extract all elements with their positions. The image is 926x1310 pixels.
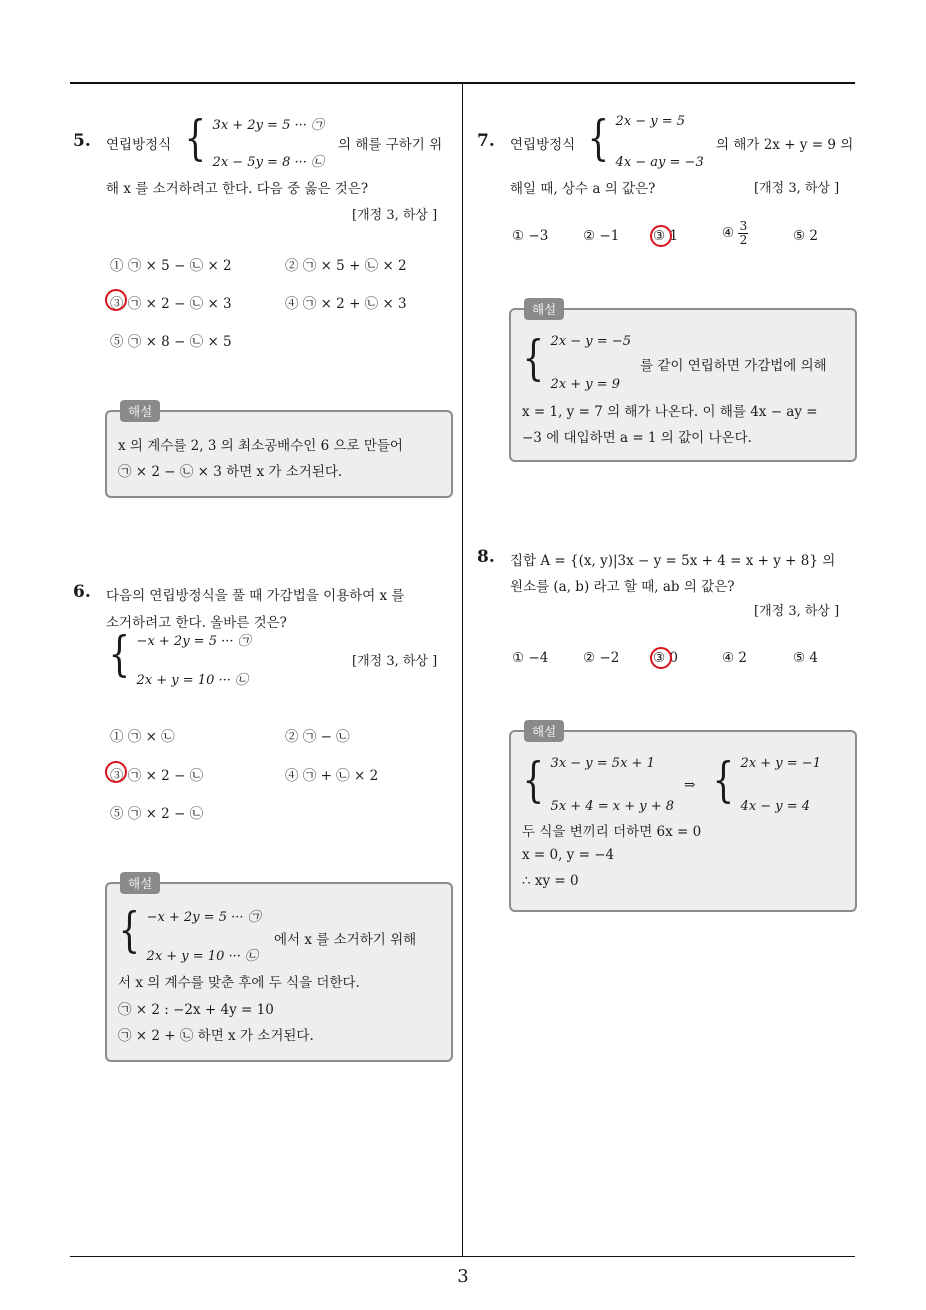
question-8-solution-line-1: 두 식을 변끼리 더하면 6x = 0 bbox=[522, 824, 702, 840]
brace-icon: { bbox=[522, 330, 544, 386]
question-5-tail: 의 해를 구하기 위 bbox=[338, 137, 443, 153]
question-5-eq2: 2x − 5y = 8 ··· ㉡ bbox=[212, 155, 325, 170]
question-7-option-3[interactable]: ③ 1 bbox=[653, 228, 678, 244]
question-7-number: 7. bbox=[477, 131, 495, 151]
question-6-solution-line-1: 서 x 의 계수를 맞춘 후에 두 식을 더한다. bbox=[118, 975, 360, 991]
question-5-solution-tag: 해설 bbox=[120, 400, 160, 422]
question-7-tail: 의 해가 2x + y = 9 의 bbox=[716, 137, 854, 153]
question-8-sol-right2: 4x − y = 4 bbox=[740, 799, 811, 814]
question-8-source: [개정 3, 하상 ] bbox=[754, 604, 840, 619]
question-5-system bbox=[180, 110, 325, 170]
question-6-option-5[interactable]: ⑤ ㉠ × 2 − ㉡ bbox=[110, 806, 204, 822]
question-7-system bbox=[583, 110, 704, 170]
question-5-option-1[interactable]: ① ㉠ × 5 − ㉡ × 2 bbox=[110, 258, 232, 274]
question-6-source: [개정 3, 하상 ] bbox=[352, 654, 438, 669]
answer-circle-icon bbox=[105, 289, 127, 311]
question-6-sol-eq2: 2x + y = 10 ··· ㉡ bbox=[146, 949, 259, 964]
brace-icon: { bbox=[712, 752, 734, 808]
question-6-solution-tag: 해설 bbox=[120, 872, 160, 894]
question-8-number: 8. bbox=[477, 547, 495, 567]
question-7-solution-line-1: x = 1, y = 7 의 해가 나온다. 이 해를 4x − ay = bbox=[522, 404, 818, 420]
question-6-sol-eq1: −x + 2y = 5 ··· ㉠ bbox=[146, 910, 261, 925]
answer-circle-icon bbox=[105, 761, 127, 783]
question-8-option-2[interactable]: ② −2 bbox=[583, 650, 620, 666]
question-7-solution-system bbox=[518, 330, 631, 392]
question-6-solution-system bbox=[114, 902, 261, 964]
question-6-option-2[interactable]: ② ㉠ − ㉡ bbox=[285, 729, 350, 745]
question-8-line1: 집합 A = {(x, y)|3x − y = 5x + 4 = x + y + 8} 의 bbox=[510, 553, 836, 569]
question-7-solution-after: 를 같이 연립하면 가감법에 의해 bbox=[640, 358, 827, 374]
question-5-eq1: 3x + 2y = 5 ··· ㉠ bbox=[212, 118, 325, 133]
fraction-numerator: 3 bbox=[739, 219, 748, 233]
brace-icon: { bbox=[184, 110, 206, 166]
question-6-option-4[interactable]: ④ ㉠ + ㉡ × 2 bbox=[285, 768, 379, 784]
question-7-solution-line-2: −3 에 대입하면 a = 1 의 값이 나온다. bbox=[522, 430, 752, 446]
question-5-lead: 연립방정식 bbox=[106, 137, 172, 153]
question-8-option-5[interactable]: ⑤ 4 bbox=[793, 650, 818, 666]
question-7-sol-eq2: 2x + y = 9 bbox=[550, 377, 621, 392]
question-7-option-4-label: ④ bbox=[722, 225, 735, 241]
question-7-option-2[interactable]: ② −1 bbox=[583, 228, 620, 244]
implies-arrow-icon: ⇒ bbox=[684, 777, 696, 793]
question-7-line2: 해일 때, 상수 a 의 값은? bbox=[510, 181, 656, 197]
question-5-option-2[interactable]: ② ㉠ × 5 + ㉡ × 2 bbox=[285, 258, 407, 274]
question-5-number: 5. bbox=[73, 131, 91, 151]
question-8-sol-left2: 5x + 4 = x + y + 8 bbox=[550, 799, 674, 814]
question-6-eq1: −x + 2y = 5 ··· ㉠ bbox=[136, 634, 251, 649]
question-6-option-3[interactable]: ③ ㉠ × 2 − ㉡ bbox=[110, 768, 204, 784]
question-8-option-1[interactable]: ① −4 bbox=[512, 650, 549, 666]
page-number: 3 bbox=[457, 1266, 469, 1287]
question-8-line2: 원소를 (a, b) 라고 할 때, ab 의 값은? bbox=[510, 579, 735, 595]
question-6-solution-line-3: ㉠ × 2 + ㉡ 하면 x 가 소거된다. bbox=[118, 1028, 314, 1044]
question-5-source: [개정 3, 하상 ] bbox=[352, 208, 438, 223]
question-7-option-5[interactable]: ⑤ 2 bbox=[793, 228, 818, 244]
question-5-solution-box bbox=[105, 410, 453, 498]
question-5-solution-line-2: ㉠ × 2 − ㉡ × 3 하면 x 가 소거된다. bbox=[118, 464, 343, 480]
question-7-option-1[interactable]: ① −3 bbox=[512, 228, 549, 244]
question-6-line1: 다음의 연립방정식을 풀 때 가감법을 이용하여 x 를 bbox=[106, 588, 405, 604]
question-8-sol-right1: 2x + y = −1 bbox=[740, 756, 821, 771]
question-7-lead: 연립방정식 bbox=[510, 137, 576, 153]
question-8-sol-left1: 3x − y = 5x + 1 bbox=[550, 756, 655, 771]
question-7-sol-eq1: 2x − y = −5 bbox=[550, 334, 631, 349]
question-6-option-1[interactable]: ① ㉠ × ㉡ bbox=[110, 729, 175, 745]
fraction-denominator: 2 bbox=[739, 233, 748, 247]
question-6-line2: 소거하려고 한다. 올바른 것은? bbox=[106, 615, 287, 631]
question-6-number: 6. bbox=[73, 582, 91, 602]
brace-icon: { bbox=[522, 752, 544, 808]
answer-circle-icon bbox=[650, 647, 672, 669]
question-8-option-4[interactable]: ④ 2 bbox=[722, 650, 747, 666]
question-7-option-4[interactable] bbox=[722, 220, 748, 247]
question-8-option-3[interactable]: ③ 0 bbox=[653, 650, 678, 666]
answer-circle-icon bbox=[650, 225, 672, 247]
question-8-solution-line-3: ∴ xy = 0 bbox=[522, 873, 579, 889]
question-5-option-4[interactable]: ④ ㉠ × 2 + ㉡ × 3 bbox=[285, 296, 407, 312]
column-divider bbox=[462, 84, 463, 1256]
question-5-solution-line-1: x 의 계수를 2, 3 의 최소공배수인 6 으로 만들어 bbox=[118, 438, 403, 454]
question-7-eq2: 4x − ay = −3 bbox=[615, 155, 704, 170]
question-6-eq2: 2x + y = 10 ··· ㉡ bbox=[136, 673, 249, 688]
question-6-system bbox=[104, 626, 251, 688]
brace-icon: { bbox=[118, 902, 140, 958]
brace-icon: { bbox=[587, 110, 609, 166]
question-7-solution-tag: 해설 bbox=[524, 298, 564, 320]
brace-icon: { bbox=[108, 626, 130, 682]
bottom-rule bbox=[70, 1256, 855, 1257]
question-8-solution-line-2: x = 0, y = −4 bbox=[522, 847, 615, 863]
question-6-solution-line-2: ㉠ × 2 : −2x + 4y = 10 bbox=[118, 1002, 274, 1018]
question-6-solution-after: 에서 x 를 소거하기 위해 bbox=[274, 932, 417, 948]
question-7-option-4-fraction bbox=[738, 220, 748, 247]
question-7-eq1: 2x − y = 5 bbox=[615, 114, 686, 129]
question-5-option-3[interactable]: ③ ㉠ × 2 − ㉡ × 3 bbox=[110, 296, 232, 312]
question-8-solution-system-left bbox=[518, 752, 674, 814]
question-7-source: [개정 3, 하상 ] bbox=[754, 181, 840, 196]
question-8-solution-tag: 해설 bbox=[524, 720, 564, 742]
question-5-option-5[interactable]: ⑤ ㉠ × 8 − ㉡ × 5 bbox=[110, 334, 232, 350]
question-5-line2: 해 x 를 소거하려고 한다. 다음 중 옳은 것은? bbox=[106, 181, 369, 197]
question-8-solution-system-right bbox=[708, 752, 821, 814]
